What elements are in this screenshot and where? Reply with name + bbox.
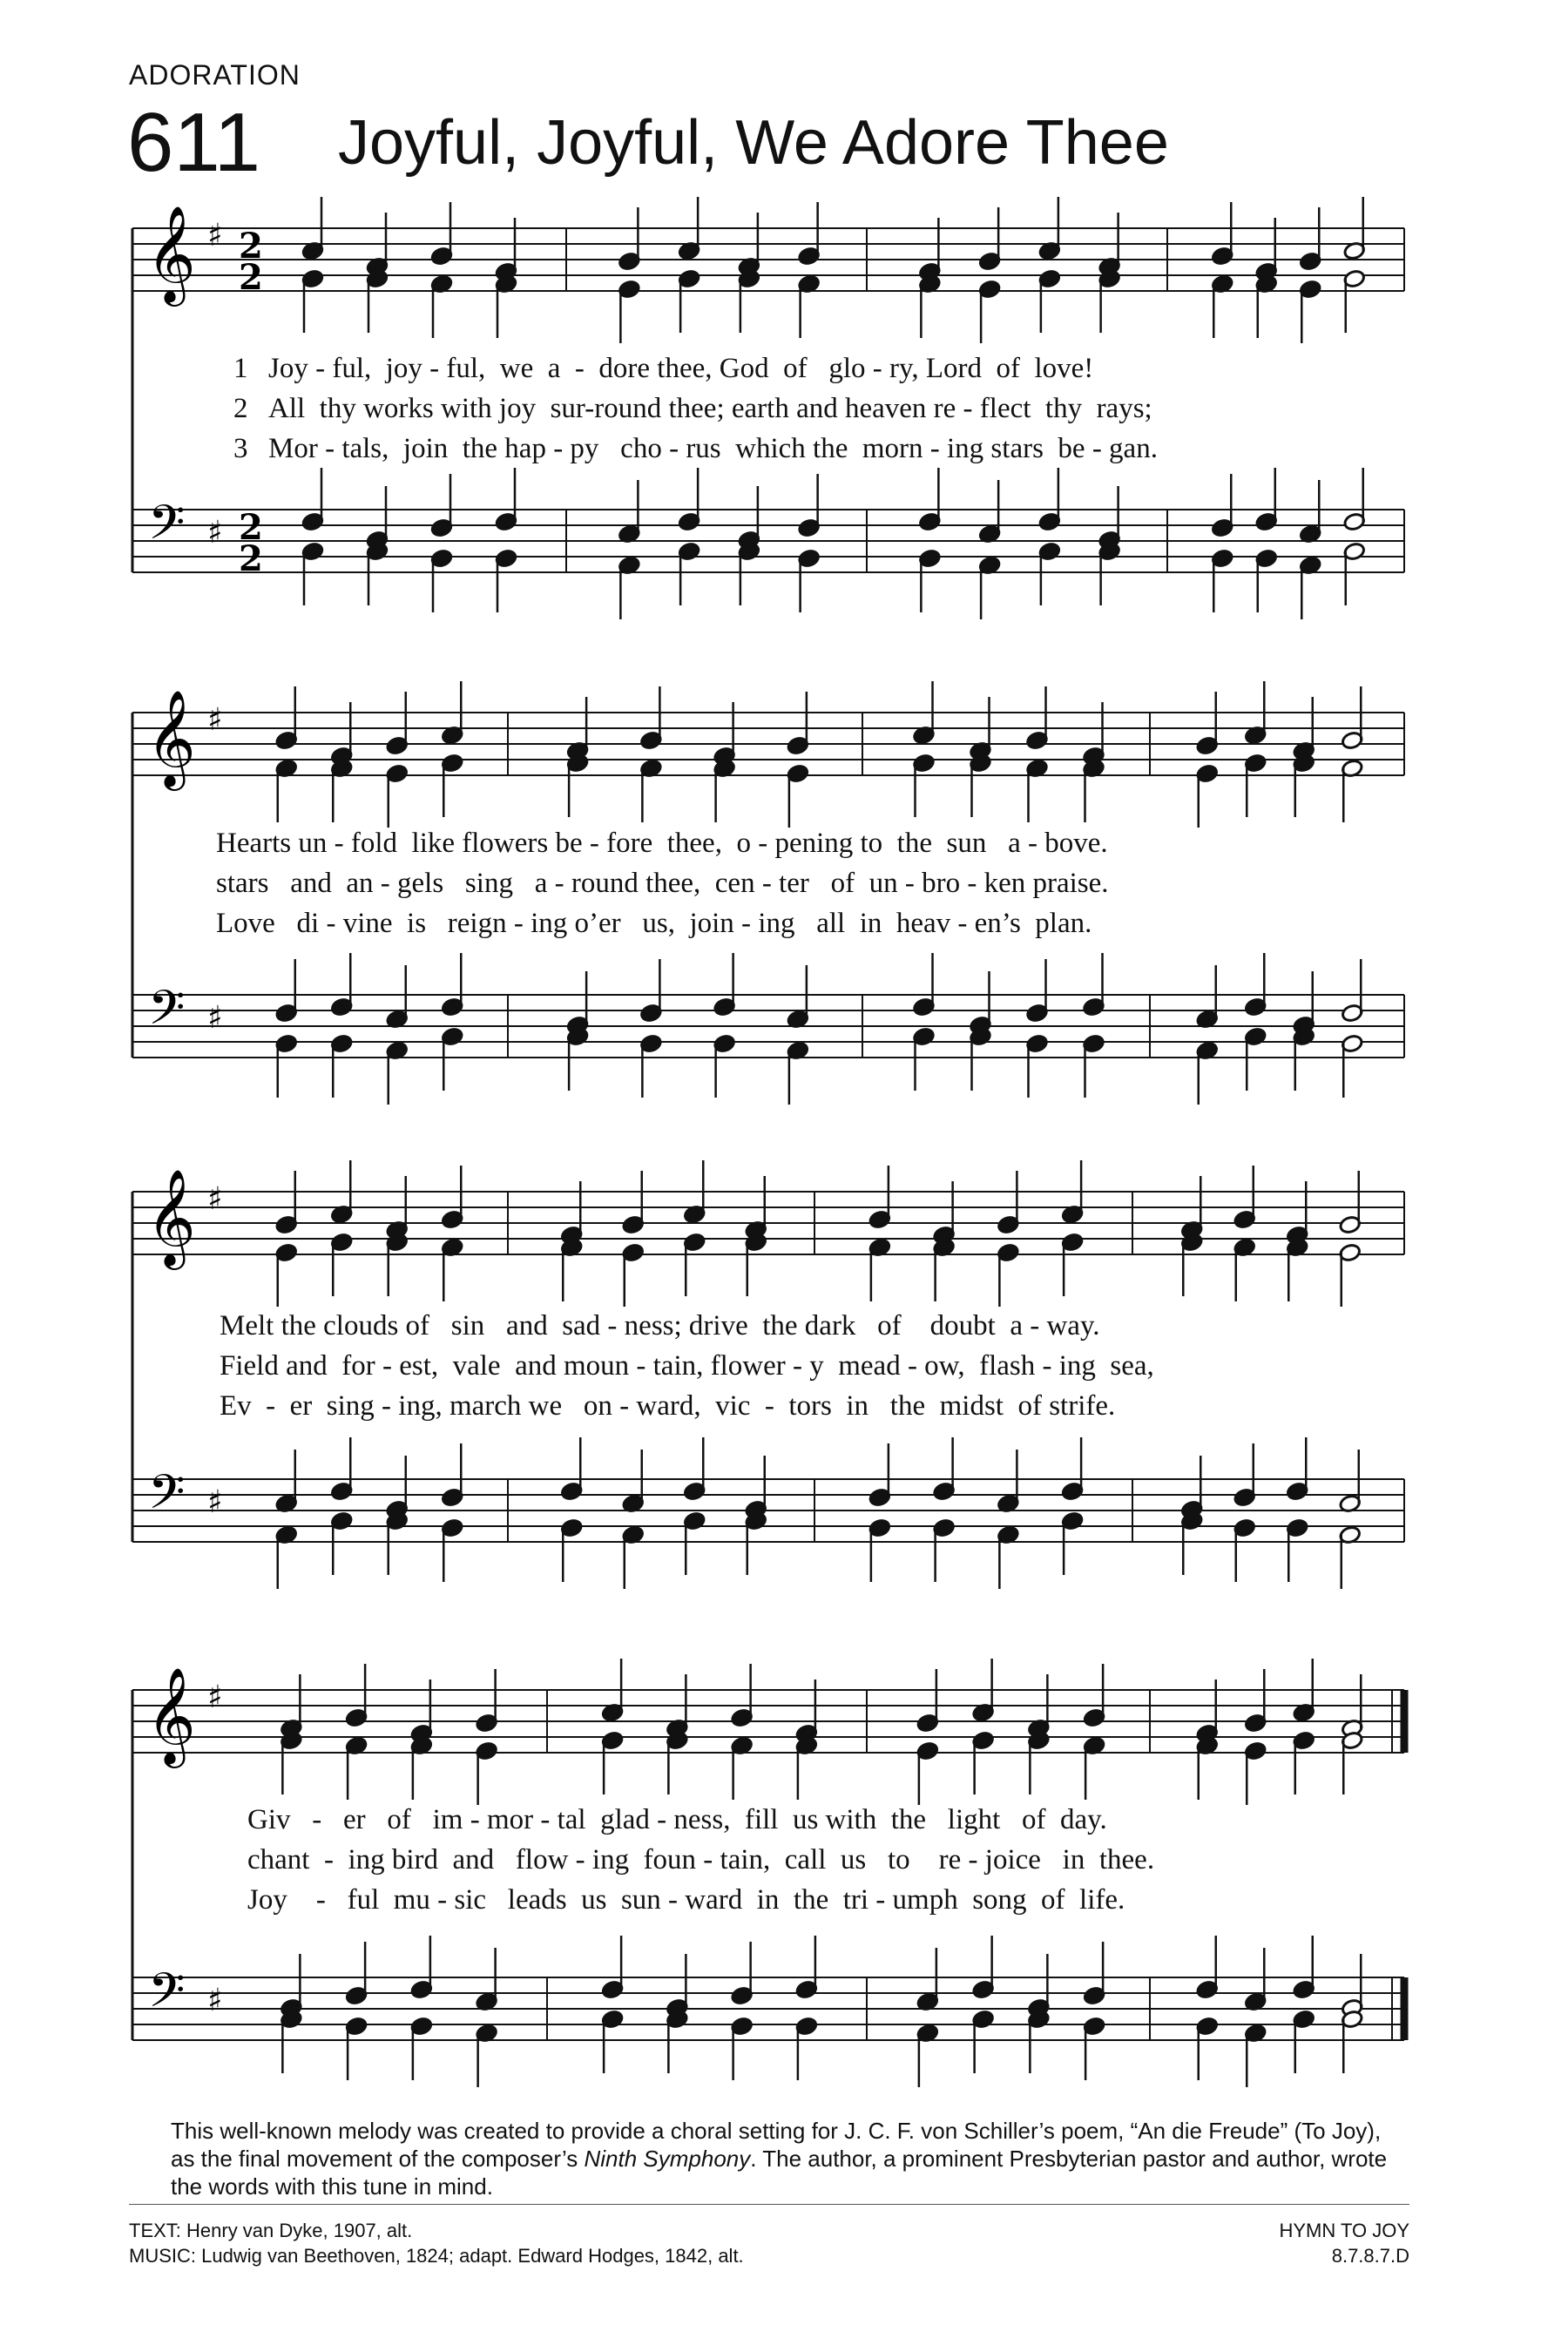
lyric-line — [233, 355, 1093, 383]
credits-left — [129, 2218, 744, 2268]
key-signature-sharp: ♯ — [207, 1000, 223, 1036]
section-label: ADORATION — [129, 59, 301, 91]
hymn-number: 611 — [127, 96, 261, 189]
meter: 8.7.8.7.D — [1331, 2245, 1409, 2267]
bass-clef-icon: 𝄢 — [148, 495, 186, 562]
music-credit: MUSIC: Ludwig van Beethoven, 1824; adapt. Edward Hodges, 1842, alt. — [129, 2245, 744, 2267]
lyric-text: Mor - tals, join the hap - py cho - rus which the morn - ing stars be - gan. — [268, 433, 1158, 464]
key-signature-sharp: ♯ — [207, 1983, 223, 2018]
key-signature-sharp: ♯ — [207, 218, 223, 253]
lyric-text: All thy works with joy sur-round thee; earth and heaven re - flect thy rays; — [268, 393, 1152, 424]
treble-clef-icon: 𝄞 — [146, 1666, 196, 1764]
text-credit: TEXT: Henry van Dyke, 1907, alt. — [129, 2220, 413, 2241]
bass-clef-icon: 𝄢 — [148, 1963, 186, 2030]
lyric-line: Giv - er of im - mor - tal glad - ness, fill us with the light of day. — [247, 1804, 1107, 1835]
verse-number: 2 — [233, 393, 248, 424]
hymn-title: Joyful, Joyful, We Adore Thee — [338, 108, 1169, 178]
time-signature-bottom: 2 — [239, 538, 263, 579]
lyric-line: Melt the clouds of sin and sad - ness; drive the dark of doubt a - way. — [220, 1310, 1100, 1342]
lyric-line — [233, 435, 1158, 463]
key-signature-sharp: ♯ — [207, 515, 223, 551]
lyric-line — [233, 395, 1152, 423]
lyric-line: Love di - vine is reign - ing o’er us, join - ing all in heav - en’s plan. — [216, 908, 1092, 939]
hymn-note: This well-known melody was created to provide a choral setting for J. C. F. von Schiller’s poem, “An die Freude” (To Joy), as the final movement of the composer’s Ninth Symphony. The author, a prominent Presbyterian pastor and author, wrote the words with this tune in mind. — [171, 2118, 1388, 2200]
lyric-line: chant - ing bird and flow - ing foun - tain, call us to re - joice in thee. — [247, 1844, 1155, 1876]
time-signature-top: 2 — [239, 226, 263, 267]
treble-clef-icon: 𝄞 — [146, 689, 196, 787]
time-signature-bottom: 2 — [239, 257, 263, 298]
verse-number: 1 — [233, 353, 248, 384]
time-signature-top: 2 — [239, 507, 263, 548]
key-signature-sharp: ♯ — [207, 1680, 223, 1715]
lyric-text: Joy - ful, joy - ful, we a - dore thee, God of glo - ry, Lord of love! — [268, 353, 1094, 384]
lyric-line: Hearts un - fold like flowers be - fore thee, o - pening to the sun a - bove. — [216, 828, 1108, 859]
lyric-line: Field and for - est, vale and moun - tain, flower - y mead - ow, flash - ing sea, — [220, 1350, 1154, 1382]
symphony-title: Ninth Symphony — [584, 2146, 751, 2172]
footer-rule — [129, 2204, 1409, 2205]
key-signature-sharp: ♯ — [207, 1484, 223, 1520]
tune-name: HYMN TO JOY — [1279, 2220, 1409, 2241]
bass-clef-icon: 𝄢 — [148, 980, 186, 1047]
key-signature-sharp: ♯ — [207, 1181, 223, 1217]
lyric-line: stars and an - gels sing a - round thee, cen - ter of un - bro - ken praise. — [216, 868, 1109, 899]
verse-number: 3 — [233, 433, 248, 464]
key-signature-sharp: ♯ — [207, 702, 223, 738]
lyric-line: Joy - ful mu - sic leads us sun - ward in the tri - umph song of life. — [247, 1884, 1125, 1916]
credits-right — [1279, 2218, 1409, 2268]
treble-clef-icon: 𝄞 — [146, 205, 196, 302]
treble-clef-icon: 𝄞 — [146, 1168, 196, 1266]
lyric-line: Ev - er sing - ing, march we on - ward, vic - tors in the midst of strife. — [220, 1390, 1116, 1422]
bass-clef-icon: 𝄢 — [148, 1464, 186, 1531]
